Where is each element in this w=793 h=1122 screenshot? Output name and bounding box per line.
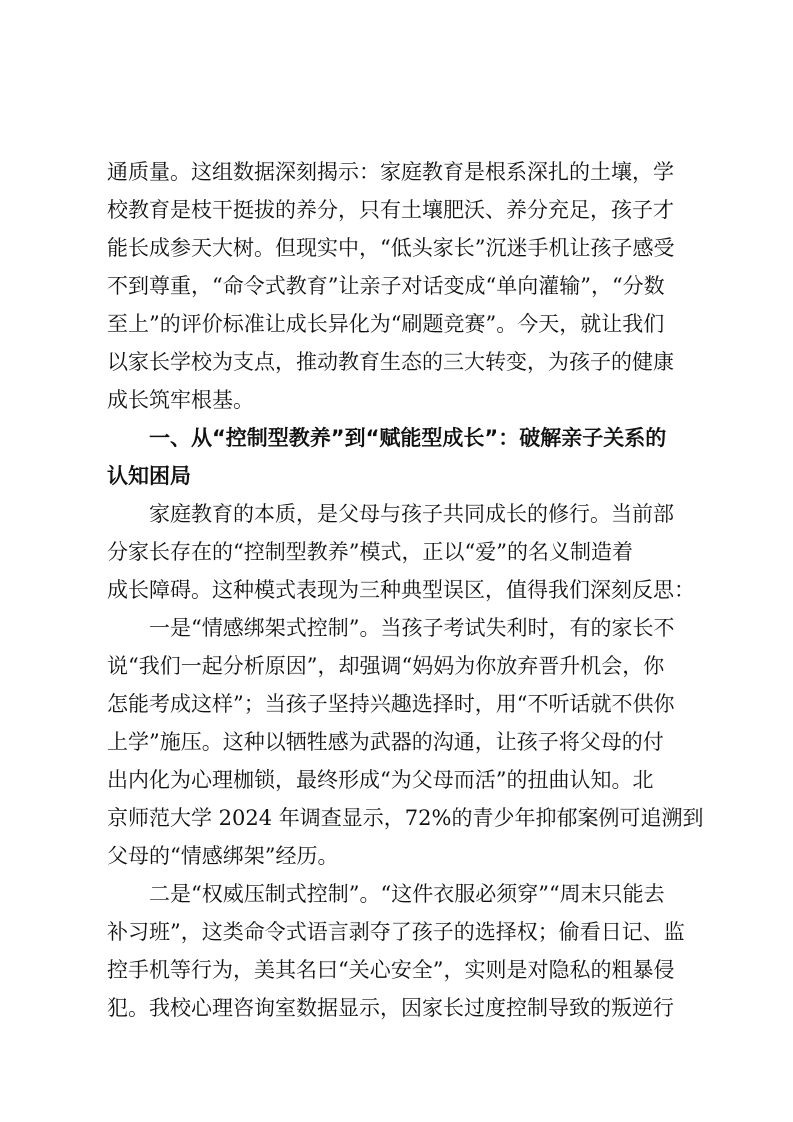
text-line: 二是“权威压制式控制”。“这件衣服必须穿”“周末只能去 [149,882,665,906]
section-heading: 一、从“控制型教养”到“赋能型成长”：破解亲子关系的 [149,426,667,450]
text-line: 犯。我校心理咨询室数据显示，因家长过度控制导致的叛逆行 [107,996,674,1020]
text-line: 家庭教育的本质，是父母与孩子共同成长的修行。当前部 [149,502,674,526]
section-heading-cont: 认知困局 [107,464,191,488]
text-line: 至上”的评价标准让成长异化为“刷题竞赛”。今天，就让我们 [107,312,665,336]
text-line: 一是“情感绑架式控制”。当孩子考试失利时，有的家长不 [149,616,675,640]
text-line: 通质量。这组数据深刻揭示：家庭教育是根系深扎的土壤，学 [107,160,674,184]
text-line: 控手机等行为，美其名曰“关心安全”，实则是对隐私的粗暴侵 [107,958,675,982]
text-line: 说“我们一起分析原因”，却强调“妈妈为你放弃晋升机会，你 [107,654,665,678]
text-line: 分家长存在的“控制型教养”模式，正以“爱”的名义制造着 [107,540,633,564]
text-line: 能长成参天大树。但现实中，“低头家长”沉迷手机让孩子感受 [107,236,675,260]
text-line: 不到尊重，“命令式教育”让亲子对话变成“单向灌输”，“分数 [107,274,665,298]
text-line: 以家长学校为支点，推动教育生态的三大转变，为孩子的健康 [107,350,674,374]
text-line: 上学”施压。这种以牺牲感为武器的沟通，让孩子将父母的付 [107,730,664,754]
text-line: 校教育是枝干挺拔的养分，只有土壤肥沃、养分充足，孩子才 [107,198,674,222]
text-line: 成长障碍。这种模式表现为三种典型误区，值得我们深刻反思： [107,578,695,602]
text-line: 怎能考成这样”；当孩子坚持兴趣选择时，用“不听话就不供你 [107,692,675,716]
text-line: 父母的“情感绑架”经历。 [107,844,339,868]
text-line: 补习班”，这类命令式语言剥夺了孩子的选择权；偷看日记、监 [107,920,685,944]
text-line: 出内化为心理枷锁，最终形成“为父母而活”的扭曲认知。北 [107,768,654,792]
text-line: 京师范大学 2024 年调查显示，72%的青少年抑郁案例可追溯到 [107,806,704,830]
text-line: 成长筑牢根基。 [107,388,254,412]
